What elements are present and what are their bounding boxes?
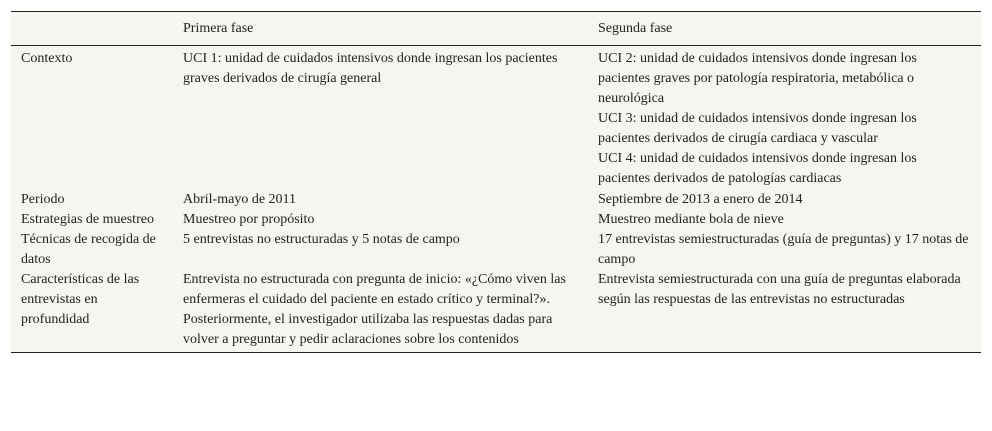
cell-paragraph: Posteriormente, el investigador utilizaba las respuestas dadas para volver a preguntar y pedir aclaraciones sobre los contenidos	[183, 312, 553, 347]
cell-primera-fase	[173, 270, 588, 353]
cell-paragraph: Entrevista semiestructurada con una guía de preguntas elaborada según las respuestas de las entrevistas no estructuradas	[598, 272, 961, 307]
cell-paragraph: Entrevista no estructurada con pregunta de inicio: «¿Cómo viven las enfermeras el cuidado del paciente en estado crítico y terminal?».	[183, 272, 566, 307]
table-header-row	[11, 12, 981, 46]
cell-primera-fase	[173, 189, 588, 210]
cell-segunda-fase	[588, 230, 981, 270]
row-label: Técnicas de recogida de datos	[21, 232, 156, 267]
cell-paragraph: Muestreo mediante bola de nieve	[598, 212, 784, 227]
header-primera-fase: Primera fase	[173, 12, 588, 46]
table-row-contexto	[11, 46, 981, 190]
cell-paragraph: UCI 3: unidad de cuidados intensivos donde ingresan los pacientes derivados de cirugía cardiaca y vascular	[598, 111, 917, 146]
cell-paragraph: Muestreo por propósito	[183, 212, 315, 227]
cell-paragraph: UCI 2: unidad de cuidados intensivos donde ingresan los pacientes graves por patología respiratoria, metabólica o neurológica	[598, 51, 917, 106]
cell-segunda-fase	[588, 189, 981, 210]
cell-segunda-fase	[588, 270, 981, 353]
cell-paragraph: 5 entrevistas no estructuradas y 5 notas de campo	[183, 232, 460, 247]
cell-paragraph: UCI 4: unidad de cuidados intensivos donde ingresan los pacientes derivados de patologías cardiacas	[598, 151, 917, 186]
row-label: Contexto	[21, 51, 73, 66]
comparison-table	[11, 11, 981, 353]
table-row-estrategias	[11, 210, 981, 230]
cell-primera-fase	[173, 230, 588, 270]
cell-primera-fase	[173, 46, 588, 190]
table-row-periodo	[11, 189, 981, 210]
cell-segunda-fase	[588, 46, 981, 190]
row-label: Características de las entrevistas en profundidad	[11, 270, 173, 353]
comparison-table-container	[11, 11, 981, 353]
header-segunda-fase: Segunda fase	[588, 12, 981, 46]
cell-primera-fase	[173, 210, 588, 230]
table-row-caracteristicas	[11, 270, 981, 353]
cell-paragraph: Abril-mayo de 2011	[183, 192, 297, 207]
cell-paragraph: UCI 1: unidad de cuidados intensivos donde ingresan los pacientes graves derivados de cirugía general	[183, 51, 558, 86]
cell-paragraph: 17 entrevistas semiestructuradas (guía de preguntas) y 17 notas de campo	[598, 232, 969, 267]
table-row-tecnicas	[11, 230, 981, 270]
row-label: Estrategias de muestreo	[21, 212, 154, 227]
header-empty-cell	[11, 12, 173, 46]
cell-segunda-fase	[588, 210, 981, 230]
cell-paragraph: Septiembre de 2013 a enero de 2014	[598, 192, 803, 207]
row-label: Periodo	[21, 192, 65, 207]
